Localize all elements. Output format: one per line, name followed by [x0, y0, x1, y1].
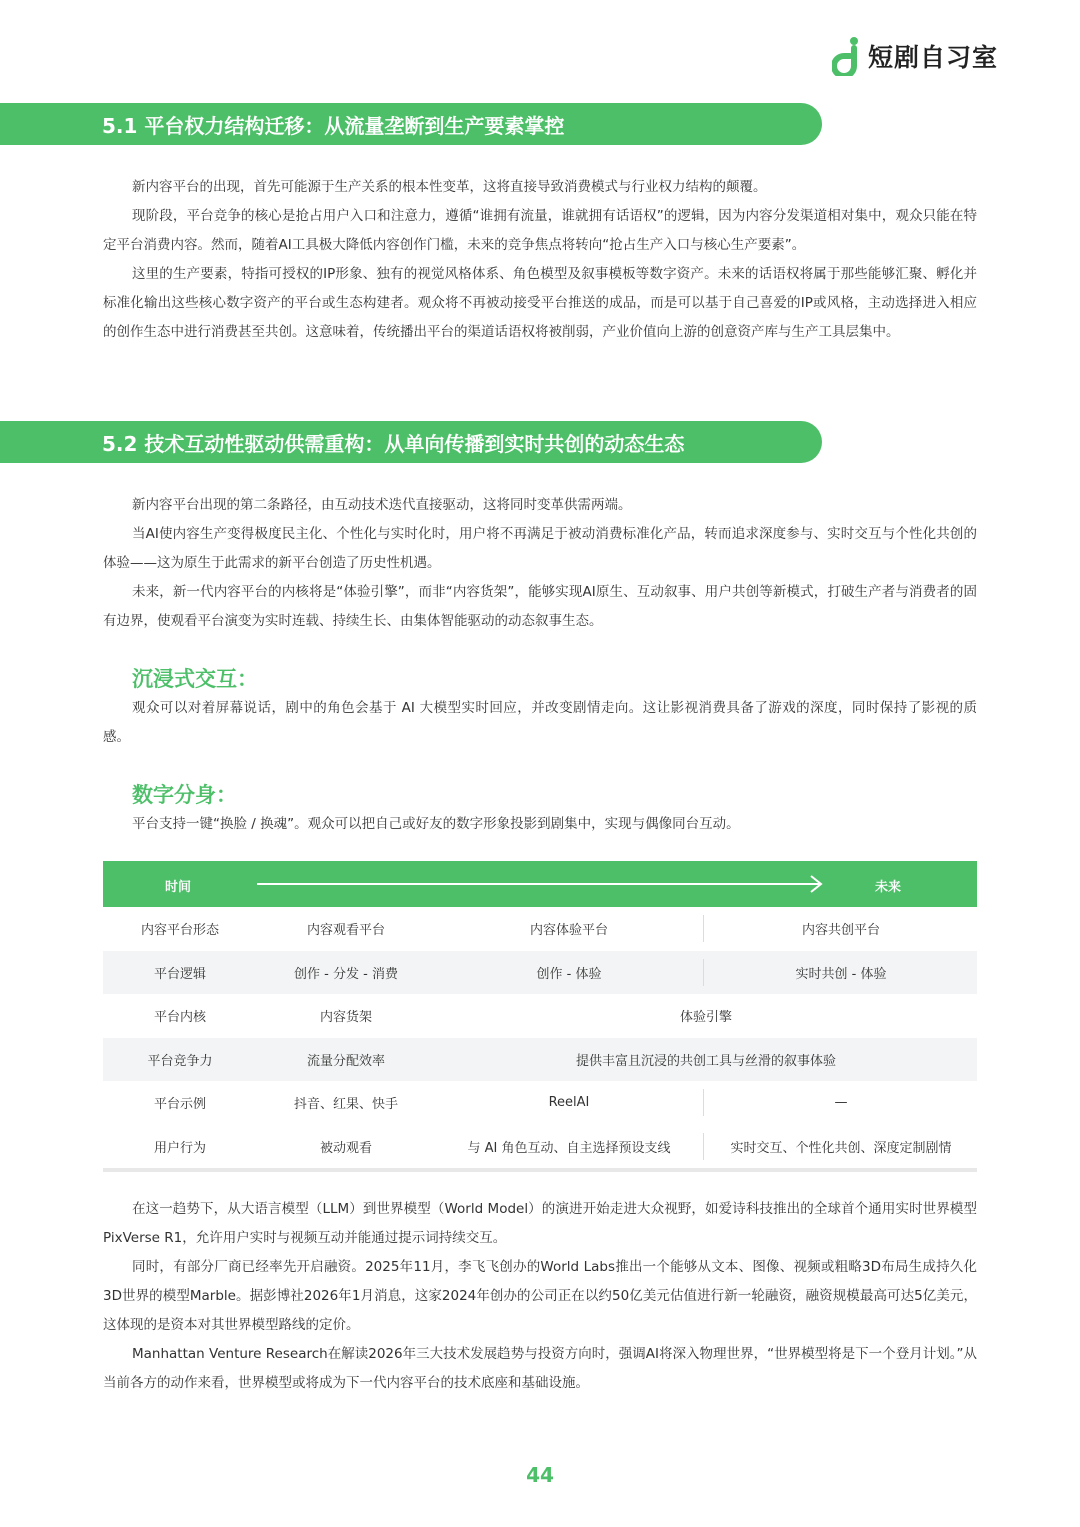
paragraph: 在这一趋势下，从大语言模型（LLM）到世界模型（World Model）的演进开始走进大众视野，如爱诗科技推出的全球首个通用实时世界模型PixVerse R1，允许用户实时与视频互动并能通过提示词持续交互。 [103, 1201, 977, 1246]
table-cell: 创作 - 体验 [536, 966, 602, 982]
subheading-immersive: 沉浸式交互： [132, 667, 258, 691]
row-label: 平台内核 [153, 1010, 206, 1026]
table-cell: 流量分配效率 [306, 1053, 385, 1069]
table-bottom-border [103, 1168, 977, 1172]
table-cell: 内容货架 [319, 1010, 372, 1026]
table-header [103, 861, 977, 907]
paragraph: 当AI使内容生产变得极度民主化、个性化与实时化时，用户将不再满足于被动消费标准化产品，转而追求深度参与、实时交互与个性化共创的体验——这为原生于此需求的新平台创造了历史性机遇。 [103, 526, 977, 571]
paragraph: 现阶段，平台竞争的核心是抢占用户入口和注意力，遵循“谁拥有流量，谁就拥有话语权”的逻辑，因为内容分发渠道相对集中，观众只能在特定平台消费内容。然而，随着AI工具极大降低内容创作门槛，未来的竞争焦点将转向“抢占生产入口与核心生产要素”。 [103, 208, 977, 253]
subheading-digital-avatar: 数字分身： [132, 783, 237, 807]
table-cell-merged: 提供丰富且沉浸的共创工具与丝滑的叙事体验 [575, 1053, 836, 1069]
row-label: 用户行为 [153, 1140, 206, 1156]
row-label: 平台逻辑 [153, 966, 206, 982]
paragraph: 同时，有部分厂商已经率先开启融资。2025年11月，李飞飞创办的World Labs推出一个能够从文本、图像、视频或粗略3D布局生成持久化3D世界的模型Marble。据彭博社2026年1月消息，这家2024年创办的公司正在以约50亿美元估值进行新一轮融资，融资规模最高可达5亿美元，这体现的是资本对其世界模型路线的定价。 [103, 1259, 977, 1333]
table-cell: 实时共创 - 体验 [703, 959, 978, 986]
brand-name: 短剧自习室 [868, 43, 999, 72]
paragraph: 新内容平台的出现，首先可能源于生产关系的根本性变革，这将直接导致消费模式与行业权力结构的颠覆。 [132, 179, 767, 195]
section-title-5-2: 5.2 技术互动性驱动供需重构：从单向传播到实时共创的动态生态 [0, 421, 822, 463]
page-number: 44 [526, 1463, 554, 1487]
table-cell: 与 AI 角色互动、自主选择预设支线 [467, 1140, 671, 1156]
table-row [103, 994, 977, 1038]
paragraph: 未来，新一代内容平台的内核将是“体验引擎”，而非“内容货架”，能够实现AI原生、互动叙事、用户共创等新模式，打破生产者与消费者的固有边界，使观看平台演变为实时连载、持续生长、由集体智能驱动的动态叙事生态。 [103, 584, 977, 629]
paragraph: 平台支持一键“换脸 / 换魂”。观众可以把自己或好友的数字形象投影到剧集中，实现与偶像同台互动。 [132, 816, 740, 832]
paragraph: 新内容平台出现的第二条路径，由互动技术迭代直接驱动，这将同时变革供需两端。 [132, 497, 632, 513]
timeline-start-label: 时间 [165, 880, 192, 895]
paragraph: 这里的生产要素，特指可授权的IP形象、独有的视觉风格体系、角色模型及叙事模板等数字资产。未来的话语权将属于那些能够汇聚、孵化并标准化输出这些核心数字资产的平台或生态构建者。观众将不再被动接受平台推送的成品，而是可以基于自己喜爱的IP或风格，主动选择进入相应的创作生态中进行消费甚至共创。这意味着，传统播出平台的渠道话语权将被削弱，产业价值向上游的创意资产库与生产工具层集中。 [103, 266, 977, 340]
table-cell: 内容体验平台 [529, 923, 608, 939]
row-label: 平台竞争力 [147, 1053, 213, 1069]
timeline-arrow-icon [253, 874, 828, 894]
table-row [103, 907, 977, 951]
table-cell: — [703, 1089, 978, 1116]
section-title-5-1: 5.1 平台权力结构迁移：从流量垄断到生产要素掌控 [0, 103, 822, 145]
timeline-end-label: 未来 [875, 880, 902, 895]
table-cell: 实时交互、个性化共创、深度定制剧情 [703, 1133, 978, 1160]
letter-d-icon [832, 36, 862, 76]
table-cell: 创作 - 分发 - 消费 [294, 966, 398, 982]
table-row [103, 1038, 977, 1082]
table-row [103, 1125, 977, 1169]
paragraph: 观众可以对着屏幕说话，剧中的角色会基于 AI 大模型实时回应，并改变剧情走向。这让影视消费具备了游戏的深度，同时保持了影视的质感。 [103, 700, 977, 745]
brand-logo [832, 36, 998, 76]
table-cell: ReelAI [548, 1095, 590, 1111]
table-cell: 被动观看 [319, 1140, 372, 1156]
table-cell: 抖音、红果、快手 [293, 1097, 398, 1113]
row-label: 平台示例 [153, 1097, 206, 1113]
table-cell: 内容共创平台 [703, 915, 978, 942]
platform-evolution-table [103, 861, 977, 1172]
row-label: 内容平台形态 [140, 923, 219, 939]
table-row [103, 1081, 977, 1125]
table-cell: 内容观看平台 [306, 923, 385, 939]
paragraph: Manhattan Venture Research在解读2026年三大技术发展趋势与投资方向时，强调AI将深入物理世界，“世界模型将是下一个登月计划。”从当前各方的动作来看，世界模型或将成为下一代内容平台的技术底座和基础设施。 [103, 1346, 977, 1391]
table-cell-merged: 体验引擎 [679, 1010, 732, 1026]
table-row [103, 951, 977, 995]
